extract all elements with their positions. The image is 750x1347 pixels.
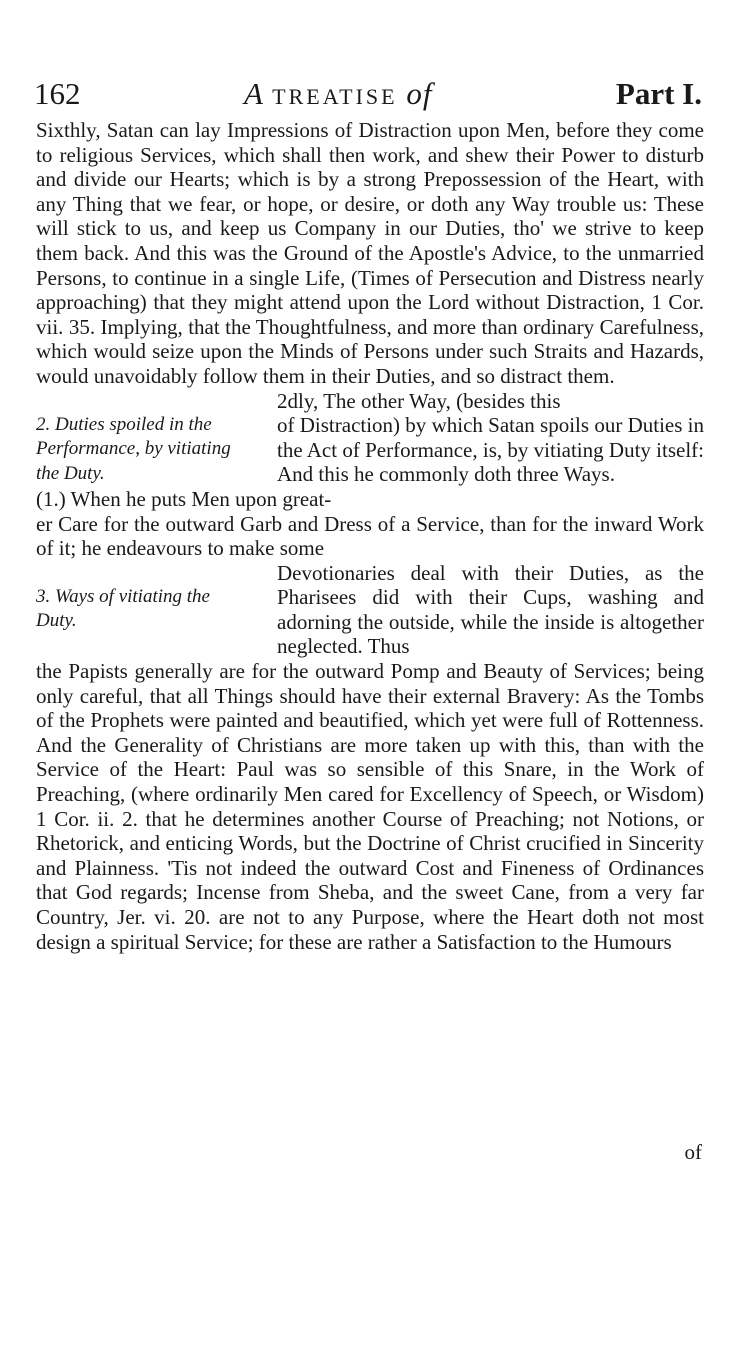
paragraph-2dly-rest: of Distraction) by which Satan spoils our Duties in the Act of Performance, is, by vitiating Duty itself: And this he commonly doth three Ways. — [277, 413, 704, 487]
paragraph-1-side: Devotionaries deal with their Duties, as the Pharisees did with their Cups, washing and adorning the outside, while the inside is altogether neglected. Thus — [277, 560, 704, 659]
paragraph-2dly-first: 2dly, The other Way, (besides this — [277, 388, 561, 413]
paragraph-sixthly: Sixthly, Satan can lay Impressions of Distraction upon Men, before they come to religious Services, which shall then work, and shew their Power to disturb and divide our Hearts; which is by a strong Prepossession of the Heart, with any Thing that we fear, or hope, or desire, or doth any Way trouble us: These will stick to us, and keep us Company in our Duties, tho' we strive to keep them back. And this was the Ground of the Apostle's Advice, to the unmarried Persons, to continue in a single Life, (Times of Persecution and Distress nearly approaching) that they might attend upon the Lord without Distraction, 1 Cor. vii. 35. Implying, that the Thoughtfulness, and more than ordinary Carefulness, which would seize upon the Minds of Persons under such Straits and Hazards, would unavoidably follow them in their Duties, and so distract them. — [36, 118, 704, 388]
title-lead: A — [244, 76, 264, 111]
running-header — [34, 74, 702, 114]
paragraph-1-first: (1.) When he puts Men upon great- — [36, 486, 332, 511]
side-body-2dly — [241, 389, 704, 487]
catchword: of — [684, 1140, 702, 1164]
paragraph-1-cont: er Care for the outward Garb and Dress of a Service, than for the inward Work of it; he endeavours to make some — [36, 511, 704, 561]
margin-note-duties-spoiled: 2. Duties spoiled in the Performance, by vitiating the Duty. — [36, 413, 231, 484]
section-ways — [36, 561, 704, 659]
body-text — [36, 118, 704, 954]
title-tail: of — [406, 76, 433, 111]
title-smallcaps: TREATISE — [272, 84, 398, 109]
margin-note-ways-of-vitiating: 3. Ways of vitiating the Duty. — [36, 585, 210, 632]
running-title — [244, 74, 432, 117]
part-label: Part I. — [615, 76, 702, 111]
side-body-ways — [241, 561, 704, 659]
paragraph-1-rest: the Papists generally are for the outward Pomp and Beauty of Services; being only careful, that all Things should have their external Bravery: As the Tombs of the Prophets were painted and beautified, which yet were full of Rottenness. And the Generality of Christians are more taken up with this, than with the Service of the Heart: Paul was so sensible of this Snare, in the Work of Preaching, (where ordinarily Men cared for Excellency of Speech, or Wisdom) 1 Cor. ii. 2. that he determines another Course of Preaching; not Notions, or Rhetorick, and enticing Words, but the Doctrine of Christ crucified in Sincerity and Plainness. 'Tis not indeed the outward Cost and Fineness of Ordinances that God regards; Incense from Sheba, and the sweet Cane, from a very far Country, Jer. vi. 20. are not to any Purpose, where the Heart doth not most design a spiritual Service; for these are rather a Satisfaction to the Humours — [36, 659, 704, 954]
page-number: 162 — [34, 76, 81, 111]
section-2dly — [36, 389, 704, 487]
